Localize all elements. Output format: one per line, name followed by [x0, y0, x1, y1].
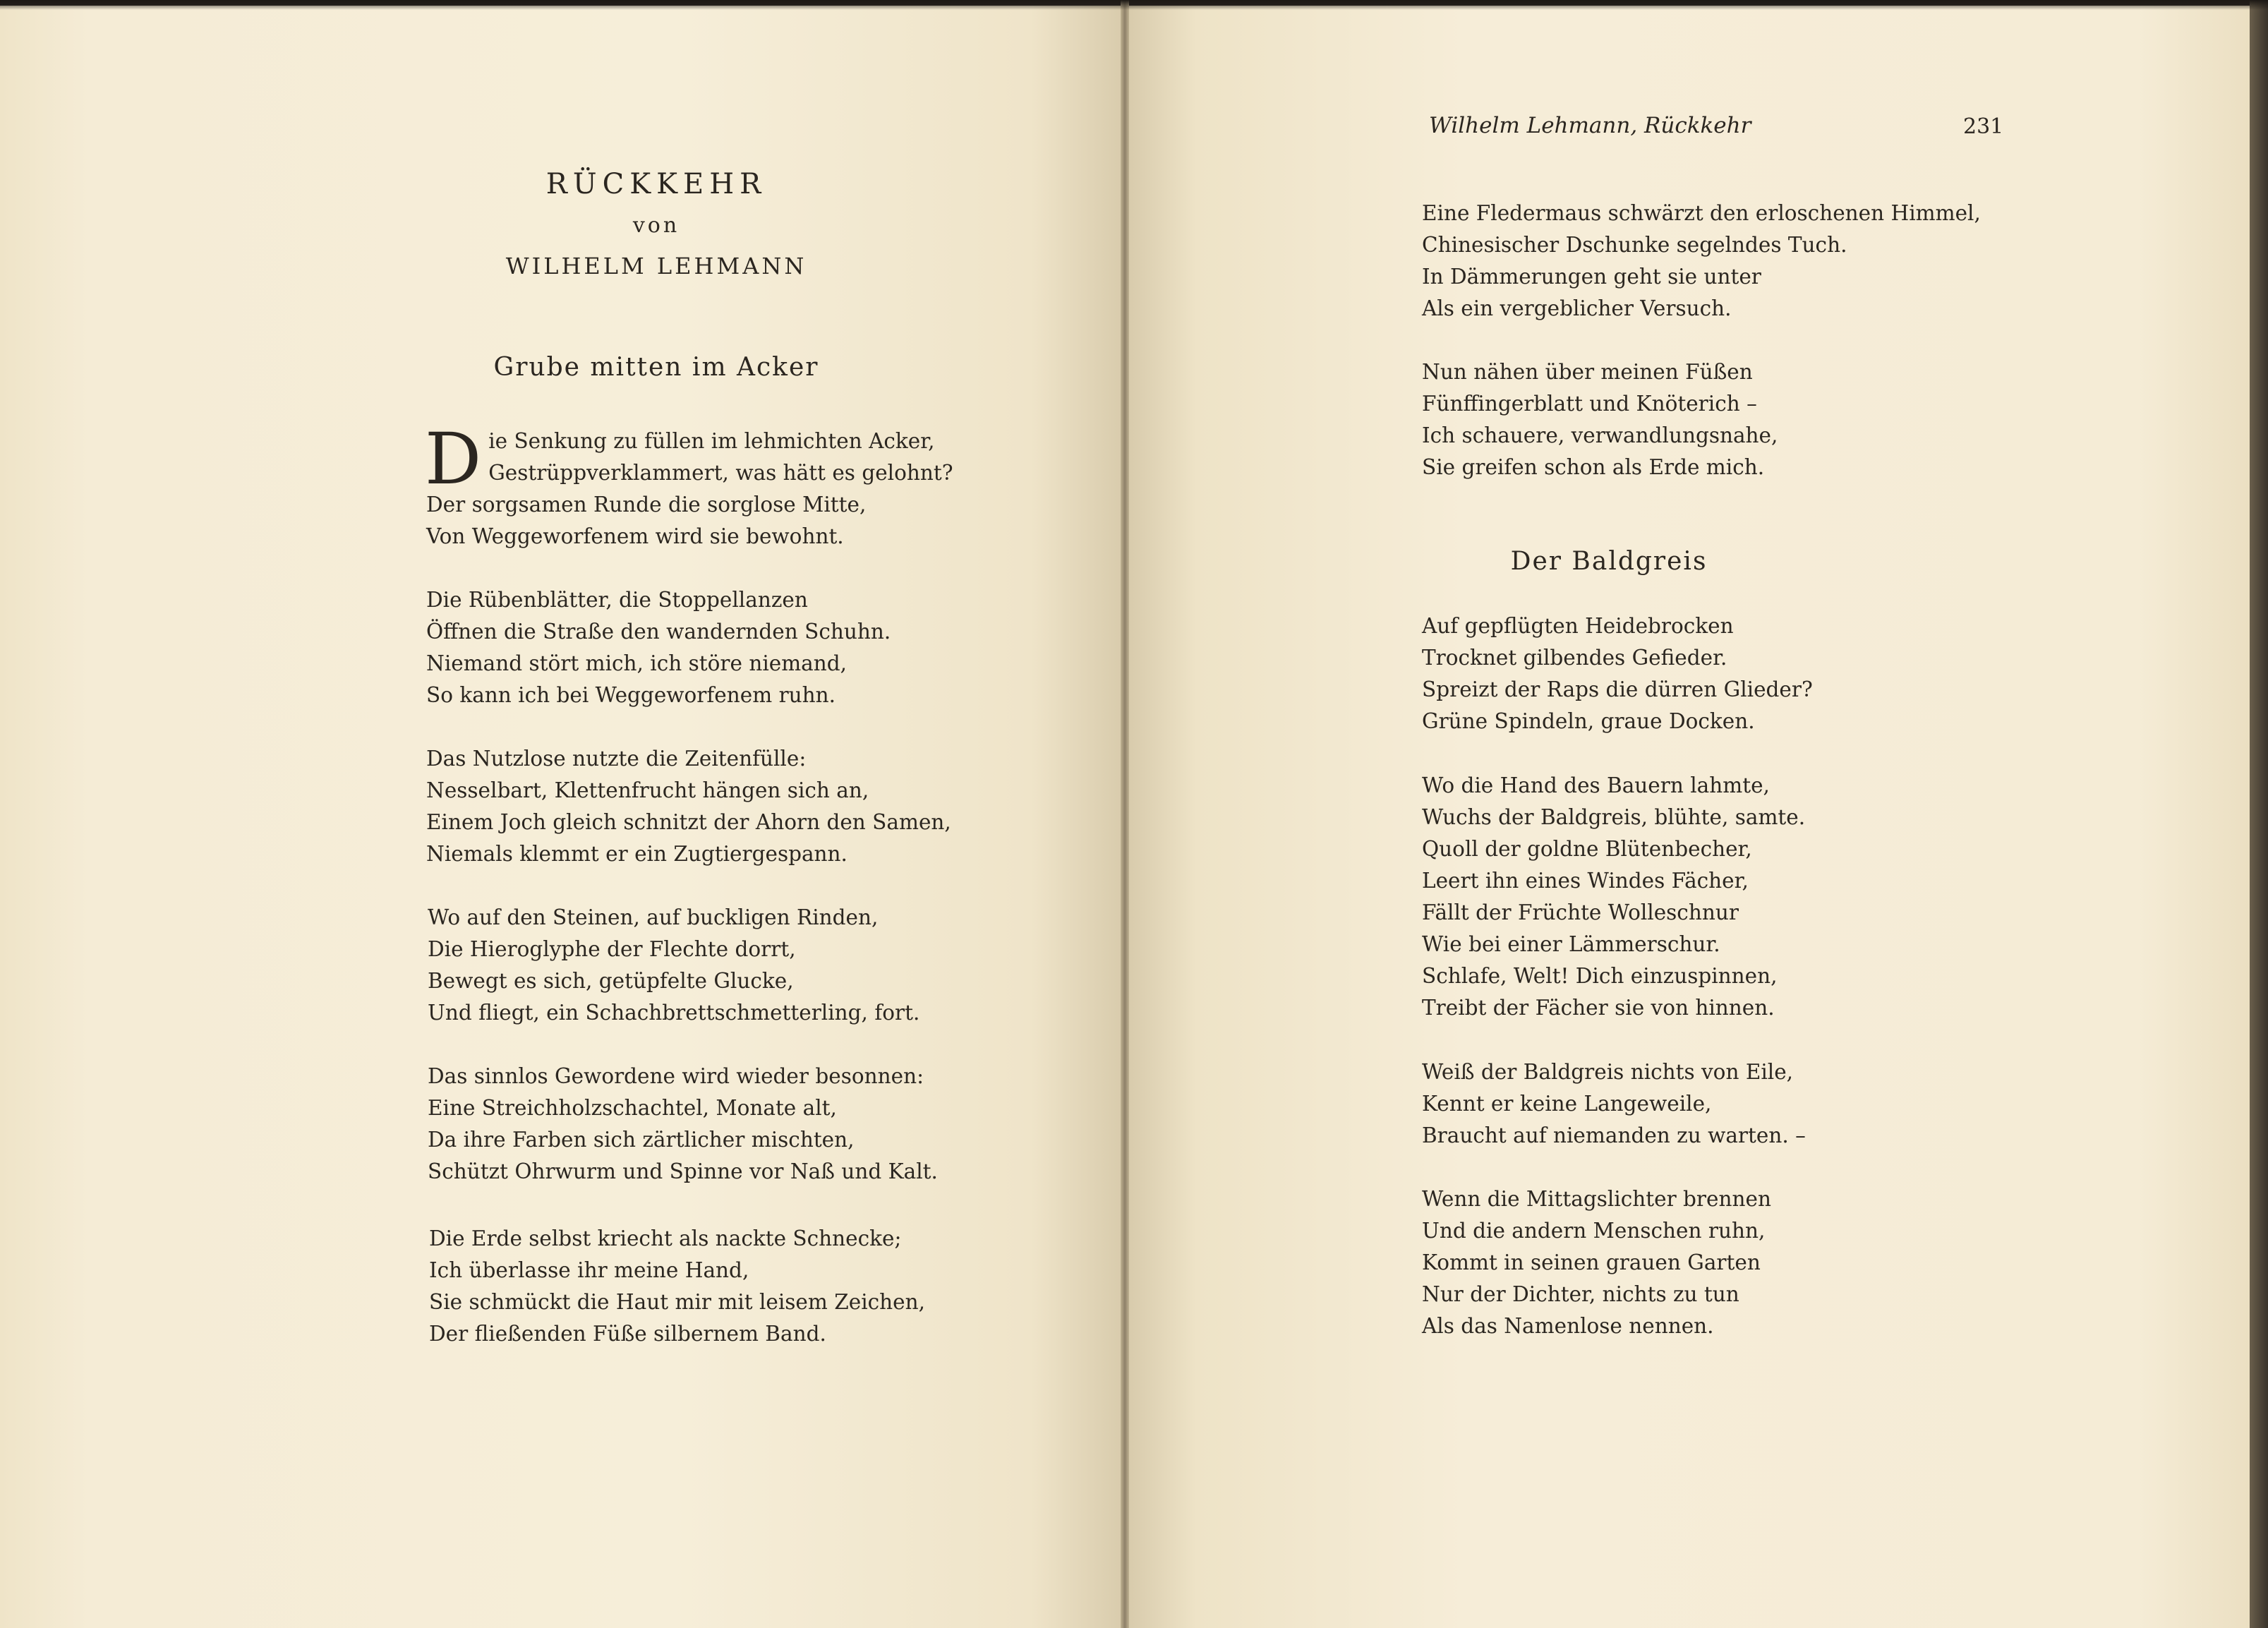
poem-line: Schützt Ohrwurm und Spinne vor Naß und Kalt.	[428, 1159, 938, 1183]
poem-line: Wo auf den Steinen, auf buckligen Rinden,	[428, 905, 879, 929]
drop-cap: D	[425, 418, 482, 500]
poem-line: Grüne Spindeln, graue Docken.	[1422, 709, 1755, 733]
poem-line: Spreizt der Raps die dürren Glieder?	[1422, 677, 1813, 701]
poem-line: Kommt in seinen grauen Garten	[1422, 1250, 1761, 1274]
poem-line: Die Rübenblätter, die Stoppellanzen	[426, 588, 808, 612]
poem-title-grube: Grube mitten im Acker	[493, 353, 819, 382]
poem-line: Wenn die Mittagslichter brennen	[1422, 1187, 1771, 1211]
stanza	[1422, 770, 1805, 1024]
running-head: Wilhelm Lehmann, Rückkehr	[1429, 113, 1751, 138]
top-shadow	[0, 0, 2268, 10]
poem-line: Und fliegt, ein Schachbrettschmetterling, fort.	[428, 1001, 920, 1025]
poem-line: Auf gepflügten Heidebrocken	[1422, 614, 1734, 638]
poem-line: Nesselbart, Klettenfrucht hängen sich an,	[426, 778, 869, 802]
poem-line: In Dämmerungen geht sie unter	[1422, 265, 1761, 289]
stanza	[1422, 610, 1813, 737]
poem-line: Schlafe, Welt! Dich einzuspinnen,	[1422, 964, 1778, 988]
page-number: 231	[1963, 114, 2004, 139]
poem-line: So kann ich bei Weggeworfenem ruhn.	[426, 683, 836, 707]
poem-line: Fällt der Früchte Wolleschnur	[1422, 900, 1739, 924]
book-gutter	[1121, 0, 1129, 1628]
stanza	[428, 902, 919, 1029]
poem-line: Nun nähen über meinen Füßen	[1422, 360, 1753, 384]
poem-line: Das sinnlos Gewordene wird wieder besonnen:	[428, 1064, 924, 1088]
section-title: RÜCKKEHR	[545, 168, 767, 200]
poem-line: Weiß der Baldgreis nichts von Eile,	[1422, 1060, 1794, 1084]
poem-line: ie Senkung zu füllen im lehmichten Acker,	[488, 429, 935, 453]
poem-line: Wuchs der Baldgreis, blühte, samte.	[1422, 805, 1806, 829]
poem-line: Treibt der Fächer sie von hinnen.	[1422, 996, 1775, 1020]
poem-line: Kennt er keine Langeweile,	[1422, 1092, 1712, 1116]
poem-line: Ich überlasse ihr meine Hand,	[429, 1258, 749, 1282]
poem-line: Niemand stört mich, ich störe niemand,	[426, 651, 848, 675]
poem-line: Von Weggeworfenem wird sie bewohnt.	[426, 524, 844, 548]
poem-line: Da ihre Farben sich zärtlicher mischten,	[428, 1128, 855, 1152]
poem-line: Einem Joch gleich schnitzt der Ahorn den Samen,	[426, 810, 951, 834]
poem-line: Die Erde selbst kriecht als nackte Schnecke;	[429, 1226, 902, 1250]
poem-line: Quoll der goldne Blütenbecher,	[1422, 837, 1752, 861]
poem-line: Fünffingerblatt und Knöterich –	[1422, 392, 1757, 416]
poem-line: Die Hieroglyphe der Flechte dorrt,	[428, 937, 796, 961]
poem-line: Der sorgsamen Runde die sorglose Mitte,	[426, 493, 867, 517]
stanza	[429, 1223, 925, 1350]
poem-line: Der fließenden Füße silbernem Band.	[429, 1322, 826, 1346]
poem-line: Ich schauere, verwandlungsnahe,	[1422, 423, 1778, 447]
poem-line: Eine Streichholzschachtel, Monate alt,	[428, 1096, 837, 1120]
poem-line: Trocknet gilbendes Gefieder.	[1422, 646, 1727, 670]
poem-line: Bewegt es sich, getüpfelte Glucke,	[428, 969, 794, 993]
poem-line: Als das Namenlose nennen.	[1422, 1314, 1714, 1338]
stanza	[1422, 356, 1778, 483]
poem-line: Braucht auf niemanden zu warten. –	[1422, 1123, 1806, 1147]
poem-line: Das Nutzlose nutzte die Zeitenfülle:	[426, 747, 807, 771]
poem-line: Und die andern Menschen ruhn,	[1422, 1219, 1766, 1243]
poem-line: Nur der Dichter, nichts zu tun	[1422, 1282, 1739, 1306]
poem-line: Leert ihn eines Windes Fächer,	[1422, 869, 1749, 893]
byline: von	[632, 213, 680, 238]
poem-line: Chinesischer Dschunke segelndes Tuch.	[1422, 233, 1847, 257]
poem-line: Wo die Hand des Bauern lahmte,	[1422, 773, 1770, 797]
poem-line: Wie bei einer Lämmerschur.	[1422, 932, 1720, 956]
stanza	[1422, 1183, 1771, 1342]
author-name: WILHELM LEHMANN	[505, 253, 807, 279]
stanza	[426, 743, 951, 870]
stanza	[1422, 198, 1981, 325]
poem-line: Sie greifen schon als Erde mich.	[1422, 455, 1765, 479]
stanza	[425, 418, 953, 553]
stanza	[426, 584, 891, 711]
poem-line: Eine Fledermaus schwärzt den erloschenen Himmel,	[1422, 201, 1981, 225]
book-edge	[2250, 0, 2268, 1628]
poem-line: Als ein vergeblicher Versuch.	[1422, 296, 1732, 320]
poem-line: Sie schmückt die Haut mir mit leisem Zeichen,	[429, 1290, 925, 1314]
stanza	[1422, 1056, 1806, 1152]
poem-line: Öffnen die Straße den wandernden Schuhn.	[426, 620, 891, 644]
stanza	[428, 1061, 938, 1188]
poem-line: Niemals klemmt er ein Zugtiergespann.	[426, 842, 848, 866]
poem-line: Gestrüppverklammert, was hätt es gelohnt?	[488, 461, 953, 485]
poem-title-baldgreis: Der Baldgreis	[1510, 547, 1708, 576]
